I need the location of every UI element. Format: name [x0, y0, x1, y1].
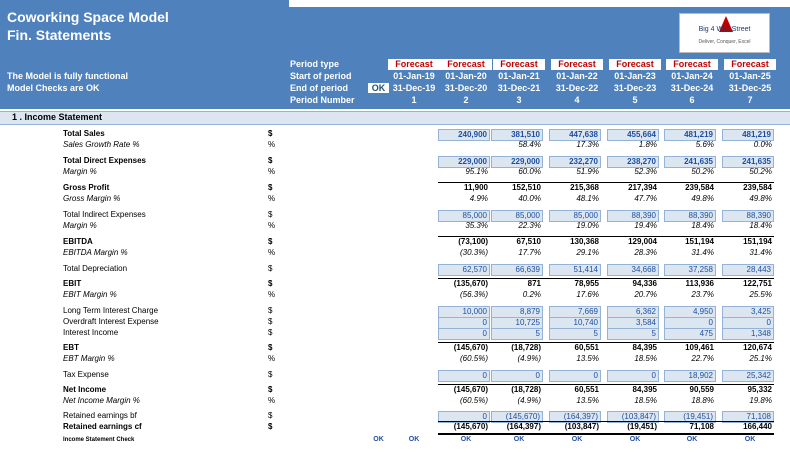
period-start-cell: 01-Jan-19 — [393, 71, 435, 81]
table-cell: 5 — [491, 328, 543, 340]
row-unit: % — [268, 290, 276, 299]
table-cell: 238,270 — [607, 156, 659, 168]
table-cell: 5 — [549, 328, 601, 340]
table-cell: 239,584 — [743, 183, 772, 192]
table-cell: (135,670) — [453, 279, 488, 288]
row-unit: $ — [268, 279, 273, 288]
table-cell: 22.7% — [691, 354, 714, 363]
table-cell: (145,670) — [491, 411, 543, 423]
check-master: OK — [373, 436, 384, 443]
row-label: Long Term Interest Charge — [63, 306, 159, 315]
table-cell: 10,725 — [491, 317, 543, 329]
row-unit: $ — [268, 328, 273, 337]
row-label: EBIT — [63, 279, 82, 288]
model-ok-badge: OK — [368, 83, 389, 93]
table-cell: 481,219 — [722, 129, 774, 141]
table-cell: 85,000 — [491, 210, 543, 222]
table-cell: 17.3% — [576, 140, 599, 149]
period-number-cell: 4 — [574, 95, 580, 105]
logo-tagline: Deliver, Conquer, Excel — [698, 39, 751, 45]
period-end-cell: 31-Dec-25 — [728, 83, 772, 93]
table-cell: 109,461 — [685, 343, 714, 352]
table-cell: (145,670) — [453, 385, 488, 394]
row-unit: % — [268, 140, 276, 149]
table-cell: 17.7% — [518, 248, 541, 257]
model-status: The Model is fully functional — [7, 71, 129, 81]
table-cell: 7,669 — [549, 306, 601, 318]
start-period-label: Start of period — [290, 71, 352, 81]
table-cell: 381,510 — [491, 129, 543, 141]
table-cell: (30.3%) — [459, 248, 488, 257]
table-cell: 90,559 — [689, 385, 714, 394]
row-label: Margin % — [63, 167, 97, 176]
table-cell: 0 — [438, 370, 490, 382]
table-cell: 50.2% — [691, 167, 714, 176]
table-cell: 19.0% — [576, 221, 599, 230]
table-cell: 58.4% — [518, 140, 541, 149]
period-number-label: Period Number — [290, 95, 355, 105]
table-cell: 217,394 — [628, 183, 657, 192]
period-type-cell: Forecast — [388, 59, 440, 70]
table-cell: 66,639 — [491, 264, 543, 276]
table-cell: 95,332 — [747, 385, 772, 394]
row-label: EBT Margin % — [63, 354, 115, 363]
check-cell: OK — [629, 436, 641, 443]
table-cell: 84,395 — [632, 343, 657, 352]
row-unit: $ — [268, 317, 273, 326]
row-label: Net Income Margin % — [63, 396, 140, 405]
table-cell: 71,108 — [722, 411, 774, 423]
table-cell: 18.8% — [691, 396, 714, 405]
table-cell: 0 — [722, 317, 774, 329]
table-cell: 22.3% — [518, 221, 541, 230]
total-rule — [438, 421, 774, 422]
table-cell: 31.4% — [691, 248, 714, 257]
total-rule — [438, 433, 774, 435]
table-cell: 88,390 — [664, 210, 716, 222]
row-label: Retained earnings bf — [63, 411, 137, 420]
total-rule — [438, 342, 774, 343]
check-label: Income Statement Check — [63, 437, 135, 443]
table-cell: 84,395 — [632, 385, 657, 394]
period-end-cell: 31-Dec-22 — [555, 83, 599, 93]
table-cell: 0 — [438, 411, 490, 423]
row-label: Interest Income — [63, 328, 119, 337]
period-start-cell: 01-Jan-21 — [498, 71, 540, 81]
table-cell: 29.1% — [576, 248, 599, 257]
table-cell: 130,368 — [570, 237, 599, 246]
table-cell: (4.9%) — [517, 354, 541, 363]
period-end-cell: 31-Dec-23 — [613, 83, 657, 93]
checks-status: Model Checks are OK — [7, 83, 100, 93]
row-unit: $ — [268, 264, 273, 273]
period-type-cell: Forecast — [724, 59, 776, 70]
period-type-label: Period type — [290, 59, 340, 69]
table-cell: 152,510 — [512, 183, 541, 192]
table-cell: 18.4% — [749, 221, 772, 230]
table-cell: 13.5% — [576, 396, 599, 405]
row-label: Margin % — [63, 221, 97, 230]
table-cell: 49.8% — [691, 194, 714, 203]
table-cell: 0 — [607, 370, 659, 382]
row-unit: % — [268, 248, 276, 257]
table-cell: (164,397) — [506, 422, 541, 431]
table-cell: 4.9% — [469, 194, 488, 203]
table-cell: 240,900 — [438, 129, 490, 141]
table-cell: 25,342 — [722, 370, 774, 382]
row-label: Total Depreciation — [63, 264, 128, 273]
table-cell: (145,670) — [453, 343, 488, 352]
row-label: Net Income — [63, 385, 107, 394]
table-cell: 11,900 — [463, 183, 488, 192]
table-cell: 4,950 — [664, 306, 716, 318]
table-cell: 94,336 — [632, 279, 657, 288]
table-cell: 28,443 — [722, 264, 774, 276]
table-cell: 18,902 — [664, 370, 716, 382]
table-cell: 88,390 — [722, 210, 774, 222]
row-unit: $ — [268, 306, 273, 315]
period-start-cell: 01-Jan-25 — [729, 71, 771, 81]
table-cell: 35.3% — [465, 221, 488, 230]
total-rule — [438, 182, 774, 183]
period-type-cell: Forecast — [440, 59, 492, 70]
table-cell: (103,847) — [564, 422, 599, 431]
table-cell: 17.6% — [576, 290, 599, 299]
row-unit: % — [268, 221, 276, 230]
table-cell: 62,570 — [438, 264, 490, 276]
table-cell: 10,740 — [549, 317, 601, 329]
row-unit: % — [268, 354, 276, 363]
period-end-cell: 31-Dec-19 — [392, 83, 436, 93]
end-period-label: End of period — [290, 83, 348, 93]
row-label: Total Sales — [63, 129, 105, 138]
table-cell: (56.3%) — [459, 290, 488, 299]
period-end-cell: 31-Dec-21 — [497, 83, 541, 93]
row-unit: $ — [268, 183, 273, 192]
table-cell: 229,000 — [438, 156, 490, 168]
table-cell: 85,000 — [438, 210, 490, 222]
table-cell: 88,390 — [607, 210, 659, 222]
row-unit: $ — [268, 385, 273, 394]
model-title: Coworking Space Model — [7, 9, 169, 25]
check-cell: OK — [744, 436, 756, 443]
table-cell: 229,000 — [491, 156, 543, 168]
table-cell: 19.4% — [634, 221, 657, 230]
table-cell: 10,000 — [438, 306, 490, 318]
row-label: Overdraft Interest Expense — [63, 317, 159, 326]
table-cell: 166,440 — [743, 422, 772, 431]
table-cell: (73,100) — [458, 237, 488, 246]
check-cell: OK — [513, 436, 525, 443]
period-number-cell: 3 — [516, 95, 522, 105]
row-unit: $ — [268, 156, 273, 165]
row-label: Sales Growth Rate % — [63, 140, 140, 149]
period-type-cell: Forecast — [493, 59, 545, 70]
logo-name: Big 4 Wall Street — [698, 26, 751, 33]
row-unit: % — [268, 396, 276, 405]
table-cell: 51.9% — [576, 167, 599, 176]
table-cell: 37,258 — [664, 264, 716, 276]
period-number-cell: 2 — [463, 95, 469, 105]
section-bar — [0, 111, 790, 125]
table-cell: 5.6% — [695, 140, 714, 149]
table-cell: 0.0% — [753, 140, 772, 149]
row-label: Gross Margin % — [63, 194, 121, 203]
row-unit: $ — [268, 343, 273, 352]
table-cell: 151,194 — [685, 237, 714, 246]
total-rule — [438, 278, 774, 279]
table-cell: 122,751 — [743, 279, 772, 288]
table-cell: 481,219 — [664, 129, 716, 141]
period-number-cell: 6 — [689, 95, 695, 105]
table-cell: 52.3% — [634, 167, 657, 176]
row-label: EBITDA Margin % — [63, 248, 128, 257]
period-type-cell: Forecast — [551, 59, 603, 70]
row-unit: $ — [268, 237, 273, 246]
period-number-cell: 7 — [747, 95, 753, 105]
table-cell: 1,348 — [722, 328, 774, 340]
table-cell: 120,674 — [743, 343, 772, 352]
row-unit: % — [268, 167, 276, 176]
table-cell: 78,955 — [574, 279, 599, 288]
row-unit: $ — [268, 422, 273, 431]
table-cell: 25.5% — [749, 290, 772, 299]
row-unit: $ — [268, 411, 273, 420]
table-cell: (60.5%) — [459, 396, 488, 405]
period-number-cell: 1 — [411, 95, 417, 105]
table-cell: 67,510 — [516, 237, 541, 246]
table-cell: 18.4% — [691, 221, 714, 230]
check-cell: OK — [460, 436, 472, 443]
table-cell: 47.7% — [634, 194, 657, 203]
table-cell: 232,270 — [549, 156, 601, 168]
table-cell: 25.1% — [749, 354, 772, 363]
period-end-cell: 31-Dec-24 — [670, 83, 714, 93]
table-cell: (19,451) — [627, 422, 657, 431]
table-cell: 49.8% — [749, 194, 772, 203]
table-cell: 60,551 — [574, 385, 599, 394]
row-unit: $ — [268, 129, 273, 138]
table-cell: 871 — [527, 279, 541, 288]
table-cell: 23.7% — [691, 290, 714, 299]
check-cell: OK — [686, 436, 698, 443]
table-cell: 60.0% — [518, 167, 541, 176]
table-cell: 71,108 — [689, 422, 714, 431]
table-cell: 34,668 — [607, 264, 659, 276]
table-cell: 1.8% — [638, 140, 657, 149]
table-cell: 48.1% — [576, 194, 599, 203]
table-cell: (18,728) — [511, 343, 541, 352]
company-logo — [679, 13, 770, 53]
table-cell: (19,451) — [664, 411, 716, 423]
table-cell: 85,000 — [549, 210, 601, 222]
period-type-cell: Forecast — [666, 59, 718, 70]
table-cell: 239,584 — [685, 183, 714, 192]
table-cell: 129,004 — [628, 237, 657, 246]
table-cell: 5 — [607, 328, 659, 340]
table-cell: 3,425 — [722, 306, 774, 318]
table-cell: 241,635 — [722, 156, 774, 168]
table-cell: 60,551 — [574, 343, 599, 352]
table-cell: 13.5% — [576, 354, 599, 363]
table-cell: 0.2% — [522, 290, 541, 299]
row-unit: $ — [268, 210, 273, 219]
table-cell: 0 — [438, 317, 490, 329]
table-cell: 31.4% — [749, 248, 772, 257]
table-cell: 151,194 — [743, 237, 772, 246]
table-cell: (164,397) — [549, 411, 601, 423]
table-cell: (18,728) — [511, 385, 541, 394]
check-cell: OK — [408, 436, 420, 443]
row-label: Retained earnings cf — [63, 422, 142, 431]
row-unit: % — [268, 194, 276, 203]
table-cell: 447,638 — [549, 129, 601, 141]
table-cell: 6,362 — [607, 306, 659, 318]
table-cell: 0 — [438, 328, 490, 340]
period-start-cell: 01-Jan-22 — [556, 71, 598, 81]
row-label: Total Indirect Expenses — [63, 210, 146, 219]
table-cell: 20.7% — [634, 290, 657, 299]
row-label: Gross Profit — [63, 183, 110, 192]
row-label: EBT — [63, 343, 79, 352]
table-cell: 215,368 — [570, 183, 599, 192]
total-rule — [438, 384, 774, 385]
table-cell: 18.5% — [634, 396, 657, 405]
table-cell: 19.8% — [749, 396, 772, 405]
period-start-cell: 01-Jan-24 — [671, 71, 713, 81]
section-title: 1 . Income Statement — [12, 112, 103, 122]
check-cell: OK — [571, 436, 583, 443]
table-cell: 113,936 — [685, 279, 714, 288]
period-number-cell: 5 — [632, 95, 638, 105]
table-cell: 40.0% — [518, 194, 541, 203]
period-type-cell: Forecast — [609, 59, 661, 70]
table-cell: 18.5% — [634, 354, 657, 363]
row-label: Total Direct Expenses — [63, 156, 146, 165]
total-rule — [438, 236, 774, 237]
table-cell: 0 — [491, 370, 543, 382]
row-label: EBITDA — [63, 237, 93, 246]
table-cell: 3,584 — [607, 317, 659, 329]
table-cell: 0 — [664, 317, 716, 329]
table-cell: 241,635 — [664, 156, 716, 168]
table-cell: 51,414 — [549, 264, 601, 276]
table-cell: 50.2% — [749, 167, 772, 176]
table-cell: 455,664 — [607, 129, 659, 141]
table-cell: 0 — [549, 370, 601, 382]
row-label: EBIT Margin % — [63, 290, 117, 299]
table-cell: 8,879 — [491, 306, 543, 318]
sheet-title: Fin. Statements — [7, 27, 112, 43]
table-cell: (145,670) — [453, 422, 488, 431]
table-cell: 475 — [664, 328, 716, 340]
table-cell: (4.9%) — [517, 396, 541, 405]
period-start-cell: 01-Jan-20 — [445, 71, 487, 81]
table-cell: (103,847) — [607, 411, 659, 423]
period-start-cell: 01-Jan-23 — [614, 71, 656, 81]
table-cell: 28.3% — [634, 248, 657, 257]
row-label: Tax Expense — [63, 370, 109, 379]
table-cell: 95.1% — [465, 167, 488, 176]
period-end-cell: 31-Dec-20 — [444, 83, 488, 93]
table-cell: (60.5%) — [459, 354, 488, 363]
row-unit: $ — [268, 370, 273, 379]
